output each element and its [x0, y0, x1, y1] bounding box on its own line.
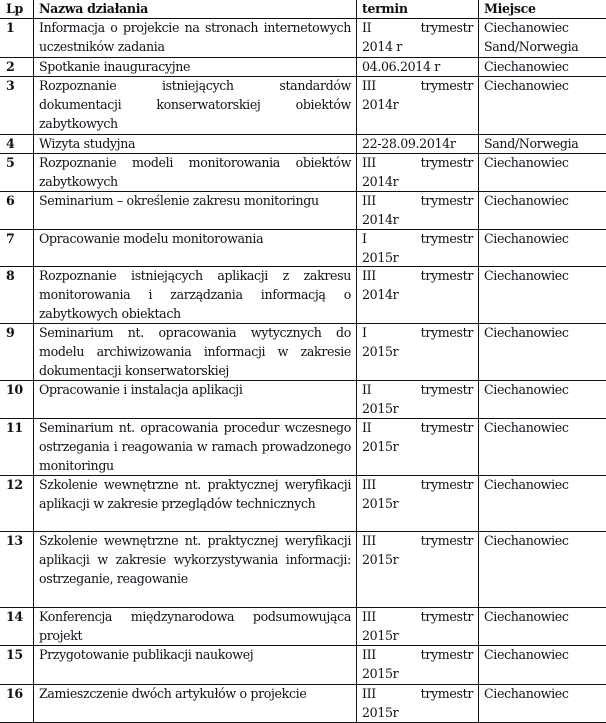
- term-date: 04.06.2014 r: [362, 59, 440, 74]
- table-row: [0, 57, 606, 77]
- cell-lp: 9: [6, 325, 15, 340]
- term-quarter: III: [362, 533, 376, 548]
- term-quarter: III: [362, 268, 376, 283]
- header-place: Miejsce: [478, 0, 606, 18]
- cell-name: Informacja o projekcie na stronach internetowych uczestników zadania: [33, 18, 356, 57]
- term-quarter: III: [362, 686, 376, 701]
- cell-place: [478, 607, 606, 645]
- place-name: Sand/Norwegia: [484, 39, 579, 54]
- cell-term: [356, 684, 478, 722]
- cell-lp: 10: [6, 382, 23, 397]
- cell-lp: 16: [6, 686, 23, 701]
- cell-term: [356, 475, 478, 531]
- term-word: trymestr: [420, 231, 473, 246]
- place-name: Ciechanowiec: [484, 59, 569, 74]
- cell-name: Seminarium nt. opracowania procedur wczesnego ostrzegania i reagowania w ramach prowadzonego monitoringu: [33, 418, 356, 475]
- cell-name: Zamieszczenie dwóch artykułów o projekcie: [33, 684, 356, 722]
- cell-lp: 7: [6, 231, 15, 246]
- table-row: [0, 191, 606, 230]
- term-word: trymestr: [420, 325, 473, 340]
- term-year: 2014r: [362, 212, 399, 227]
- place-name: Ciechanowiec: [484, 231, 569, 246]
- cell-name: Seminarium nt. opracowania wytycznych do modelu archiwizowania informacji w zakresie dokumentacji konserwatorskiej: [33, 323, 356, 380]
- term-word: trymestr: [420, 193, 473, 208]
- term-word: trymestr: [420, 533, 473, 548]
- table-row: [0, 531, 606, 608]
- cell-term: [356, 266, 478, 323]
- table-row: [0, 684, 606, 723]
- table-row: [0, 380, 606, 419]
- cell-term: [356, 531, 478, 607]
- place-name: Ciechanowiec: [484, 533, 569, 548]
- cell-lp: 6: [6, 193, 15, 208]
- cell-term: [356, 153, 478, 191]
- cell-term: [356, 229, 478, 266]
- term-word: trymestr: [420, 477, 473, 492]
- term-word: trymestr: [420, 647, 473, 662]
- place-name: Ciechanowiec: [484, 78, 569, 93]
- place-name: Ciechanowiec: [484, 155, 569, 170]
- cell-lp: 4: [6, 136, 15, 151]
- cell-place: [478, 380, 606, 418]
- cell-name: Opracowanie i instalacja aplikacji: [33, 380, 356, 418]
- cell-name: Przygotowanie publikacji naukowej: [33, 645, 356, 684]
- cell-place: [478, 418, 606, 475]
- term-quarter: III: [362, 193, 376, 208]
- term-quarter: III: [362, 155, 376, 170]
- cell-name: Szkolenie wewnętrzne nt. praktycznej weryfikacji aplikacji w zakresie przeglądów technicznych: [33, 475, 356, 531]
- term-year: 2015r: [362, 496, 399, 511]
- term-word: trymestr: [420, 686, 473, 701]
- cell-term: [356, 323, 478, 380]
- term-year: 2015r: [362, 344, 399, 359]
- table-row: [0, 607, 606, 646]
- place-name: Ciechanowiec: [484, 193, 569, 208]
- cell-name: Wizyta studyjna: [33, 134, 356, 153]
- cell-place: [478, 323, 606, 380]
- cell-lp: 3: [6, 78, 15, 93]
- term-year: 2015r: [362, 705, 399, 720]
- table-header-row: [0, 0, 606, 19]
- term-word: trymestr: [420, 382, 473, 397]
- place-name: Ciechanowiec: [484, 647, 569, 662]
- cell-place: [478, 134, 606, 153]
- term-year: 2015r: [362, 250, 399, 265]
- term-year: 2015r: [362, 439, 399, 454]
- cell-place: [478, 57, 606, 76]
- term-year: 2014r: [362, 287, 399, 302]
- cell-place: [478, 531, 606, 607]
- term-year: 2015r: [362, 552, 399, 567]
- cell-name: Rozpoznanie istniejących aplikacji z zakresu monitorowania i zarządzania informacją o zabytkowych obiektach: [33, 266, 356, 323]
- place-name: Ciechanowiec: [484, 609, 569, 624]
- cell-lp: 11: [6, 420, 23, 435]
- cell-term: [356, 607, 478, 645]
- term-quarter: III: [362, 78, 376, 93]
- term-year: 2015r: [362, 401, 399, 416]
- term-word: trymestr: [420, 268, 473, 283]
- cell-term: [356, 191, 478, 229]
- place-name: Ciechanowiec: [484, 686, 569, 701]
- place-name: Ciechanowiec: [484, 420, 569, 435]
- place-name: Ciechanowiec: [484, 268, 569, 283]
- cell-name: Rozpoznanie modeli monitorowania obiektów zabytkowych: [33, 153, 356, 191]
- cell-lp: 15: [6, 647, 23, 662]
- cell-lp: 5: [6, 155, 15, 170]
- term-quarter: I: [362, 325, 367, 340]
- term-date: 22-28.09.2014r: [362, 136, 456, 151]
- table-row: [0, 645, 606, 685]
- term-quarter: I: [362, 231, 367, 246]
- term-word: trymestr: [420, 155, 473, 170]
- place-name: Ciechanowiec: [484, 325, 569, 340]
- term-quarter: II: [362, 420, 372, 435]
- term-year: 2015r: [362, 666, 399, 681]
- cell-term: [356, 57, 478, 76]
- place-name: Sand/Norwegia: [484, 136, 579, 151]
- table-row: [0, 475, 606, 532]
- cell-term: [356, 134, 478, 153]
- table-row: [0, 76, 606, 135]
- cell-place: [478, 153, 606, 191]
- cell-name: Rozpoznanie istniejących standardów dokumentacji konserwatorskiej obiektów zabytkowych: [33, 76, 356, 134]
- cell-place: [478, 191, 606, 229]
- cell-name: Seminarium – określenie zakresu monitoringu: [33, 191, 356, 229]
- cell-term: [356, 645, 478, 684]
- table-row: [0, 134, 606, 154]
- term-quarter: III: [362, 477, 376, 492]
- cell-lp: 8: [6, 268, 15, 283]
- term-quarter: III: [362, 647, 376, 662]
- cell-place: [478, 229, 606, 266]
- term-word: trymestr: [420, 420, 473, 435]
- cell-name: Spotkanie inauguracyjne: [33, 57, 356, 76]
- term-word: trymestr: [420, 609, 473, 624]
- header-lp: Lp: [6, 1, 23, 16]
- cell-place: [478, 475, 606, 531]
- table-row: [0, 266, 606, 324]
- header-term: termin: [356, 0, 478, 18]
- term-word: trymestr: [420, 78, 473, 93]
- place-name: Ciechanowiec: [484, 20, 569, 35]
- cell-lp: 1: [6, 20, 15, 35]
- table-row: [0, 18, 606, 58]
- cell-name: Opracowanie modelu monitorowania: [33, 229, 356, 266]
- term-year: 2015r: [362, 628, 399, 643]
- table-row: [0, 153, 606, 192]
- place-name: Ciechanowiec: [484, 477, 569, 492]
- cell-lp: 2: [6, 59, 15, 74]
- term-word: trymestr: [420, 20, 473, 35]
- term-quarter: III: [362, 609, 376, 624]
- cell-term: [356, 18, 478, 57]
- term-year: 2014r: [362, 174, 399, 189]
- cell-lp: 14: [6, 609, 23, 624]
- term-quarter: II: [362, 382, 372, 397]
- cell-lp: 13: [6, 533, 23, 548]
- table-row: [0, 323, 606, 381]
- cell-place: [478, 266, 606, 323]
- header-name: Nazwa działania: [33, 0, 356, 18]
- place-name: Ciechanowiec: [484, 382, 569, 397]
- cell-place: [478, 18, 606, 57]
- cell-term: [356, 380, 478, 418]
- cell-term: [356, 418, 478, 475]
- cell-place: [478, 645, 606, 684]
- table-row: [0, 418, 606, 476]
- term-year: 2014 r: [362, 39, 402, 54]
- table-row: [0, 229, 606, 267]
- cell-place: [478, 76, 606, 134]
- cell-place: [478, 684, 606, 722]
- cell-term: [356, 76, 478, 134]
- term-year: 2014r: [362, 97, 399, 112]
- cell-name: Konferencja międzynarodowa podsumowująca projekt: [33, 607, 356, 645]
- term-quarter: II: [362, 20, 372, 35]
- cell-name: Szkolenie wewnętrzne nt. praktycznej weryfikacji aplikacji w zakresie wykorzystywania informacji: ostrzeganie, reagowanie: [33, 531, 356, 607]
- cell-lp: 12: [6, 477, 23, 492]
